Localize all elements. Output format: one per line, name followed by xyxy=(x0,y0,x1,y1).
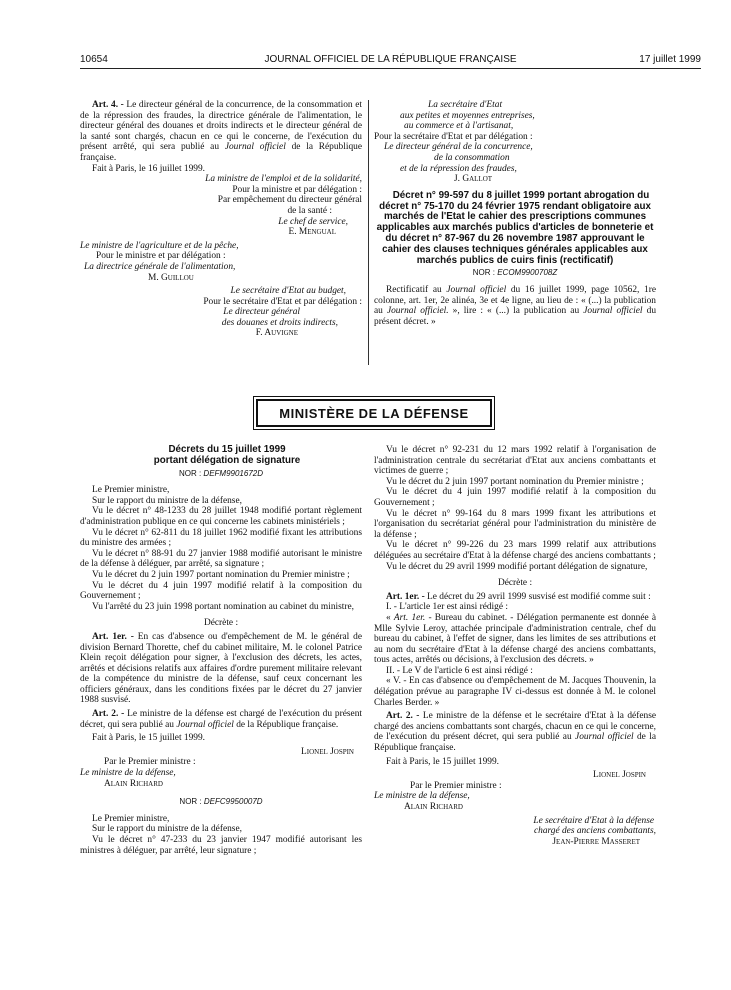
page-header xyxy=(80,54,701,68)
signature-title: Le ministre de la défense, xyxy=(80,768,176,779)
column-divider xyxy=(368,100,369,365)
signature-line: Pour la secrétaire d'Etat et par délégation : xyxy=(374,131,533,142)
paragraph: Vu le décret du 29 avril 1999 modifié portant délégation de signature, xyxy=(386,561,648,572)
nor-reference: NOR : DEFC9950007D xyxy=(179,797,263,807)
signature-line: Pour la ministre et par délégation : xyxy=(232,184,362,195)
signature-line: au commerce et à l'artisanat, xyxy=(404,121,514,132)
issue-date: 17 juillet 1999 xyxy=(639,54,701,65)
header-rule xyxy=(80,68,701,69)
signatory-name: M. Guillou xyxy=(148,272,194,283)
paragraph: Vu l'arrêté du 23 juin 1998 portant nomination au cabinet du ministre, xyxy=(92,601,355,612)
signature-title: Le ministre de l'agriculture et de la pêche, xyxy=(80,240,239,251)
paragraph: Le Premier ministre, xyxy=(92,813,170,824)
paragraph: Vu le décret du 4 juin 1997 modifié relatif à la composition du Gouvernement ; xyxy=(80,580,362,602)
signatory-name: Alain Richard xyxy=(104,778,163,789)
signature-line: des douanes et droits indirects, xyxy=(221,317,338,328)
decrets-title: Décrets du 15 juillet 1999 xyxy=(168,444,286,455)
paragraph: Le Premier ministre, xyxy=(92,485,170,496)
paragraph: Sur le rapport du ministre de la défense, xyxy=(92,495,242,506)
signatory-name: F. Auvigne xyxy=(255,328,298,339)
nor-reference: NOR : ECOM9900708Z xyxy=(472,268,558,278)
signatory-name: Jean-Pierre Masseret xyxy=(552,836,640,847)
article-2: Art. 2. - Le ministre de la défense et le secrétaire d'Etat à la défense chargé des anciens combattants sont chargés, chacun en ce qui le concerne, de l'exécution du présent décret, qui sera publié au Journal officiel de la République française. xyxy=(374,711,656,754)
ministry-heading: MINISTÈRE DE LA DÉFENSE xyxy=(256,399,492,427)
signature-line: Pour le ministre et par délégation : xyxy=(96,251,226,262)
signature-line: Le chef de service, xyxy=(278,216,348,227)
signature-title: Le ministre de la défense, xyxy=(374,791,470,802)
signatory-name: E. Mengual xyxy=(288,227,336,238)
signature-title: La secrétaire d'Etat xyxy=(428,100,503,110)
signature-line: Par le Premier ministre : xyxy=(410,780,502,791)
decret-99-597-title: Décret n° 99-597 du 8 juillet 1999 portant abrogation du décret n° 75-170 du 24 février 1975 rendant obligatoire aux marchés de l'Etat le cahier des prescriptions communes applicables aux marchés publics d'articles de bonneterie et du décret n° 87-967 du 26 novembre 1987 approuvant le cahier des clauses techniques générales applicables aux marchés publics de cuirs finis (rectificatif) xyxy=(376,189,654,266)
paragraph: Vu le décret n° 92-231 du 12 mars 1992 relatif à l'organisation de l'administration centrale du secrétariat d'Etat aux anciens combattants et victimes de guerre ; xyxy=(374,445,656,477)
decrete-heading: Décrète : xyxy=(497,578,533,589)
paragraph: Vu le décret n° 62-811 du 18 juillet 1962 modifié fixant les attributions du ministre des armées ; xyxy=(80,527,362,549)
top-left-column xyxy=(80,100,362,339)
signature-title: La ministre de l'emploi et de la solidarité, xyxy=(205,174,362,185)
paragraph: Vu le décret du 2 juin 1997 portant nomination du Premier ministre ; xyxy=(386,476,644,487)
signature-line: Par empêchement du directeur général xyxy=(217,195,362,206)
journal-title: JOURNAL OFFICIEL DE LA RÉPUBLIQUE FRANÇAISE xyxy=(264,54,517,65)
paragraph: Vu le décret n° 47-233 du 23 janvier 1947 modifié autorisant les ministres à déléguer, par arrêté, leur signature ; xyxy=(80,835,362,856)
quoted-paragraph: « V. - En cas d'absence ou d'empêchement de M. Jacques Thouvenin, la délégation prévue au paragraphe IV ci-dessus est donnée à M. le colonel Charles Berder. » xyxy=(374,676,656,708)
article-2: Art. 2. - Le ministre de la défense est chargé de l'exécution du présent décret, qui sera publié au Journal officiel de la République française. xyxy=(80,709,362,730)
decrets-subtitle: portant délégation de signature xyxy=(153,454,301,466)
signature-line: Pour le secrétaire d'Etat et par délégation : xyxy=(203,296,362,307)
paragraph: I. - L'article 1er est ainsi rédigé : xyxy=(386,602,508,613)
signature-line: de la santé : xyxy=(287,205,332,216)
fait-a-paris: Fait à Paris, le 15 juillet 1999. xyxy=(92,733,206,744)
bottom-right-column xyxy=(374,445,656,847)
signatory-name: J. Gallot xyxy=(454,174,493,185)
signature-line: chargé des anciens combattants, xyxy=(533,826,656,837)
paragraph: II. - Le V de l'article 6 est ainsi rédigé : xyxy=(386,665,533,676)
signature-line: et de la répression des fraudes, xyxy=(400,163,517,174)
signature-title: Le secrétaire d'Etat au budget, xyxy=(230,286,346,297)
signature-line: Le directeur général de la concurrence, xyxy=(384,142,533,153)
signatory-name: Lionel Jospin xyxy=(593,770,646,781)
signatory-name: Alain Richard xyxy=(404,802,463,812)
paragraph: Vu le décret n° 99-164 du 8 mars 1999 fixant les attributions et l'organisation du secrétariat général pour l'administration du ministère de la défense ; xyxy=(374,508,656,540)
nor-reference: NOR : DEFM9901672D xyxy=(178,468,264,478)
signatory-name: Lionel Jospin xyxy=(301,746,354,757)
signature-line: Le directeur général xyxy=(223,307,300,318)
fait-a-paris: Fait à Paris, le 15 juillet 1999. xyxy=(386,756,500,767)
rectificatif-text: Rectificatif au Journal officiel du 16 juillet 1999, page 10562, 1re colonne, art. 1er, 2e alinéa, 3e et 4e ligne, au lieu de : « (...) la publication au Journal officiel. », lire : « (...) la publication au Journal officiel du présent décret. » xyxy=(374,284,657,327)
article-1: Art. 1er. - En cas d'absence ou d'empêchement de M. le général de division Bernard Thorette, chef du cabinet militaire, M. le colonel Patrice Klein reçoit délégation pour signer, à l'exclusion des décrets, les actes, arrêtés et décisions relatifs aux affaires d'ordre purement militaire relevant de la compétence du ministre de la défense, sauf ceux concernant les officiers généraux, dans les conditions fixées par le décret du 27 janvier 1988 susvisé. xyxy=(80,631,363,706)
article-4: Art. 4. - Le directeur général de la concurrence, de la consommation et de la répression des fraudes, la directrice générale de l'alimentation, le directeur général des douanes et droits indirects et le directeur général de la santé sont chargés, chacun en ce qui le concerne, de l'exécution du présent arrêté, qui sera publié au Journal officiel de la République française. xyxy=(80,100,362,163)
paragraph: Vu le décret du 2 juin 1997 portant nomination du Premier ministre ; xyxy=(92,569,350,580)
signature-line: de la consommation xyxy=(434,152,510,163)
bottom-left-column xyxy=(80,445,362,856)
paragraph: Vu le décret n° 48-1233 du 28 juillet 1948 modifié portant règlement d'administration publique en ce qui concerne les cabinets ministériels ; xyxy=(80,506,362,527)
signature-line: La directrice générale de l'alimentation, xyxy=(84,261,236,272)
signature-line: aux petites et moyennes entreprises, xyxy=(400,110,535,121)
fait-a-paris: Fait à Paris, le 16 juillet 1999. xyxy=(92,163,206,174)
paragraph: Vu le décret du 4 juin 1997 modifié relatif à la composition du Gouvernement ; xyxy=(374,487,656,508)
paragraph: Vu le décret n° 88-91 du 27 janvier 1988 modifié autorisant le ministre de la défense à déléguer, par arrêté, sa signature ; xyxy=(80,548,362,570)
article-1: Art. 1er. - Le décret du 29 avril 1999 susvisé est modifié comme suit : xyxy=(386,591,651,602)
signature-title: Le secrétaire d'Etat à la défense xyxy=(533,815,654,826)
paragraph: Vu le décret n° 99-226 du 23 mars 1999 relatif aux attributions déléguées au secrétaire d'Etat à la défense chargé des anciens combattants ; xyxy=(374,540,656,561)
page-number: 10654 xyxy=(80,54,108,65)
paragraph: Sur le rapport du ministre de la défense, xyxy=(92,824,242,835)
signature-line: Par le Premier ministre : xyxy=(104,757,196,768)
top-right-column xyxy=(374,100,656,327)
quoted-article: « Art. 1er. - Bureau du cabinet. - Délégation permanente est donnée à Mlle Sylvie Leroy, attachée principale d'administration centrale, chef du bureau du cabinet, à l'effet de signer, dans les limites de ses attributions et au nom du secrétaire d'Etat à la défense chargé des anciens combattants, tous actes, arrêtés ou décisions, à l'exclusion des décrets. » xyxy=(374,612,657,666)
decrete-heading: Décrète : xyxy=(203,618,239,629)
